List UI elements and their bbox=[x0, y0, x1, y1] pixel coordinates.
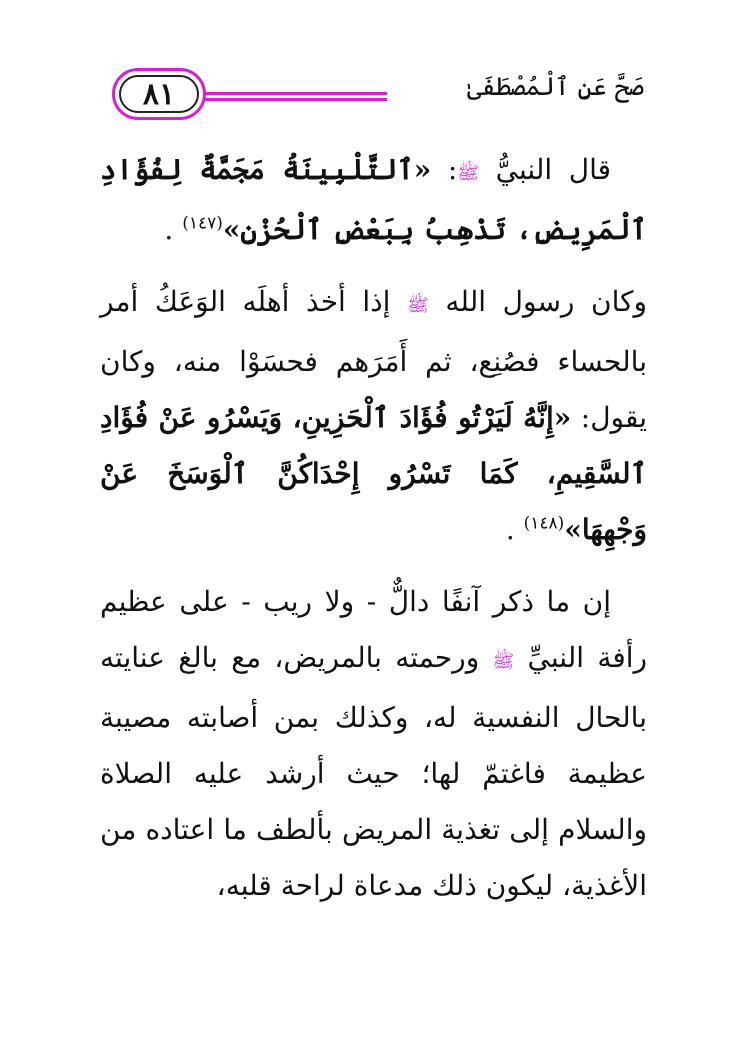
paragraph-1-intro: قال النبيُّ bbox=[495, 153, 611, 186]
paragraph-1-end: . bbox=[164, 213, 174, 246]
honorific-icon: ﷺ bbox=[457, 163, 480, 184]
honorific-icon: ﷺ bbox=[492, 651, 515, 672]
paragraph-2-end: . bbox=[505, 513, 515, 546]
paragraph-3-text-1: إن ما ذكر آنفًا دالٌّ - ولا ريب - على عظيم رأفة النبيِّ bbox=[100, 585, 648, 674]
hadith-quote-1: «ٱلتَّلْبِينَةُ مَجَمَّةٌ لِفُؤَادِ ٱلْمَرِيضِ، تَذْهِبُ بِبَعْضِ ٱلْحُزْنِ» bbox=[100, 153, 647, 246]
footnote-ref-147[interactable]: (١٤٧) bbox=[182, 213, 223, 234]
header-rule bbox=[205, 92, 387, 101]
page-body bbox=[100, 142, 647, 914]
paragraph-2-text-1: وكان رسول الله bbox=[445, 285, 647, 318]
page-number: ٨١ bbox=[119, 75, 199, 113]
paragraph-3-text-2: ورحمته بالمريض، مع بالغ عنايته بالحال النفسية له، وكذلك بمن أصابته مصيبة عظيمة فاغتمّ لها؛ حيث أرشد عليه الصلاة والسلام إلى تغذية المريض بألطف ما اعتاده من الأغذية، ليكون ذلك مدعاة لراحة قلبه، bbox=[100, 641, 647, 902]
page-header bbox=[0, 0, 744, 140]
paragraph-1-colon: : bbox=[431, 153, 458, 186]
page-number-badge bbox=[112, 68, 206, 120]
running-title: صَحَّ عَنِ ٱلْمُصْطَفَىٰ bbox=[466, 72, 644, 101]
hadith-quote-2: «إِنَّهُ لَيَرْتُو فُؤَادَ ٱلْحَزِينِ، وَيَسْرُو عَنْ فُؤَادِ ٱلسَّقِيمِ، كَمَا تَسْرُو إِحْدَاكُنَّ ٱلْوَسَخَ عَنْ وَجْهِهَا» bbox=[100, 401, 647, 546]
paragraph-3 bbox=[100, 574, 647, 914]
paragraph-2 bbox=[100, 274, 647, 558]
paragraph-1 bbox=[100, 142, 647, 258]
paragraph-2-text-2: إذا أخذ أهلَه الوَعَكُ أمر بالحساء فصُنِع، ثم أَمَرَهم فحسَوْا منه، وكان يقول: bbox=[100, 285, 647, 434]
footnote-ref-148[interactable]: (١٤٨) bbox=[523, 513, 565, 534]
honorific-icon: ﷺ bbox=[407, 295, 429, 316]
